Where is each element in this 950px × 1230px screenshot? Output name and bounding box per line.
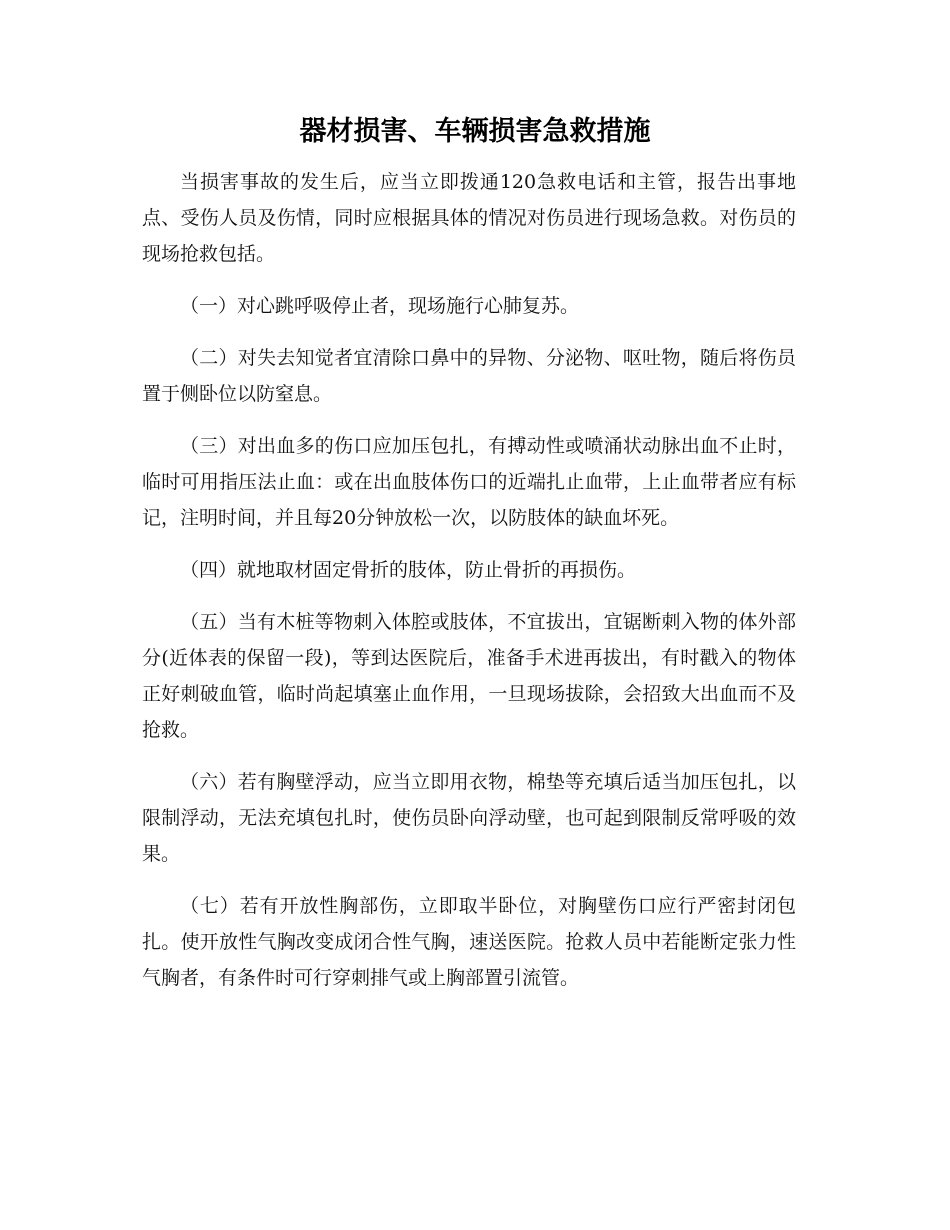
- paragraph-item-5: （五）当有木桩等物刺入体腔或肢体，不宜拔出，宜锯断刺入物的体外部分(近体表的保留一段)，等到达医院后，准备手术进再拔出，有时戳入的物体正好刺破血管，临时尚起填塞止血作用，一旦现场拔除，会招致大出血而不及抢救。: [142, 611, 796, 741]
- paragraph-intro: 当损害事故的发生后，应当立即拨通120急救电话和主管，报告出事地点、受伤人员及伤情，同时应根据具体的情况对伤员进行现场急救。对伤员的现场抢救包括。: [142, 171, 796, 265]
- document-title: 器材损害、车辆损害急救措施: [299, 116, 651, 147]
- paragraph-item-6: （六）若有胸壁浮动，应当立即用衣物，棉垫等充填后适当加压包扎，以限制浮动，无法充填包扎时，使伤员卧向浮动壁，也可起到限制反常呼吸的效果。: [142, 771, 796, 865]
- paragraph-item-2: （二）对失去知觉者宜清除口鼻中的异物、分泌物、呕吐物，随后将伤员置于侧卧位以防窒息。: [142, 347, 796, 405]
- paragraph-item-4: （四）就地取材固定骨折的肢体，防止骨折的再损伤。: [180, 559, 637, 581]
- document-body: [142, 164, 796, 1012]
- paragraph-item-7: （七）若有开放性胸部伤，立即取半卧位，对胸壁伤口应行严密封闭包扎。使开放性气胸改变成闭合性气胸，速送医院。抢救人员中若能断定张力性气胸者，有条件时可行穿刺排气或上胸部置引流管。: [142, 895, 796, 989]
- paragraph-item-1: （一）对心跳呼吸停止者，现场施行心肺复苏。: [180, 295, 580, 317]
- paragraph-item-3: （三）对出血多的伤口应加压包扎，有搏动性或喷涌状动脉出血不止时，临时可用指压法止血：或在出血肢体伤口的近端扎止血带，上止血带者应有标记，注明时间，并且每20分钟放松一次，以防肢体的缺血坏死。: [142, 435, 796, 529]
